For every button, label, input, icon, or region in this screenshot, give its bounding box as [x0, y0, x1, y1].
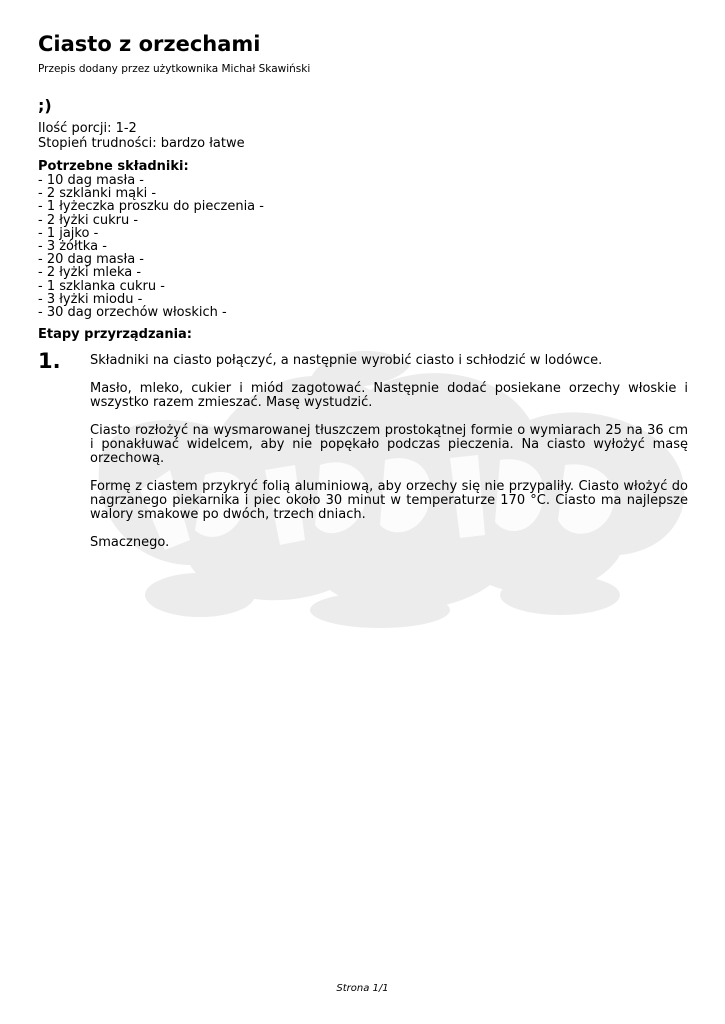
step-paragraph: Formę z ciastem przykryć folią aluminiową, aby orzechy się nie przypaliły. Ciasto włożyć do nagrzanego piekarnika i piec około 30 minut w temperaturze 170 °C. Ciasto ma najlepsze walory smakowe po dwóch, trzech dniach. [90, 479, 688, 523]
ingredient-item: - 1 łyżeczka proszku do pieczenia - [38, 199, 264, 215]
ingredients-heading: Potrzebne składniki: [38, 159, 189, 174]
servings-text: Ilość porcji: 1-2 [38, 121, 137, 136]
step-paragraph: Masło, mleko, cukier i miód zagotować. Następnie dodać posiekane orzechy włoskie i wszystko razem zmieszać. Masę wystudzić. [90, 381, 688, 411]
step-paragraph: Składniki na ciasto połączyć, a następnie wyrobić ciasto i schłodzić w lodówce. [90, 353, 603, 369]
step-paragraph: Smacznego. [90, 535, 170, 551]
step-number: 1. [38, 349, 61, 374]
difficulty-text: Stopień trudności: bardzo łatwe [38, 135, 245, 151]
step-item [38, 348, 688, 550]
ingredients-list [38, 174, 688, 319]
recipe-meta [38, 122, 688, 151]
recipe-document [38, 30, 688, 564]
steps-heading: Etapy przyrządzania: [38, 327, 193, 343]
recipe-title: Ciasto z orzechami [38, 32, 261, 56]
ingredient-item: - 3 łyżki miodu - [38, 291, 143, 307]
ingredient-item: - 1 jajko - [38, 225, 99, 241]
ingredient-item: - 2 szklanki mąki - [38, 186, 157, 202]
ingredient-item: - 3 żółtka - [38, 239, 107, 255]
ingredient-item: - 30 dag orzechów włoskich - [38, 305, 227, 321]
page-footer: Strona 1/1 [336, 983, 389, 994]
ingredient-item: - 2 łyżki cukru - [38, 212, 139, 228]
ingredient-item: - 2 łyżki mleka - [38, 265, 142, 281]
author-line: Przepis dodany przez użytkownika Michał Skawiński [38, 63, 311, 75]
ingredient-item: - 20 dag masła - [38, 252, 144, 268]
ingredient-item: - 1 szklanka cukru - [38, 278, 165, 294]
recipe-subtitle: ;) [38, 96, 52, 115]
step-paragraph: Ciasto rozłożyć na wysmarowanej tłuszczem prostokątnej formie o wymiarach 25 na 36 cm i ponakłuwać widelcem, aby nie popękało podczas pieczenia. Na ciasto wyłożyć masę orzechową. [90, 423, 688, 467]
ingredient-item: - 10 dag masła - [38, 173, 144, 188]
step-body [90, 348, 688, 550]
